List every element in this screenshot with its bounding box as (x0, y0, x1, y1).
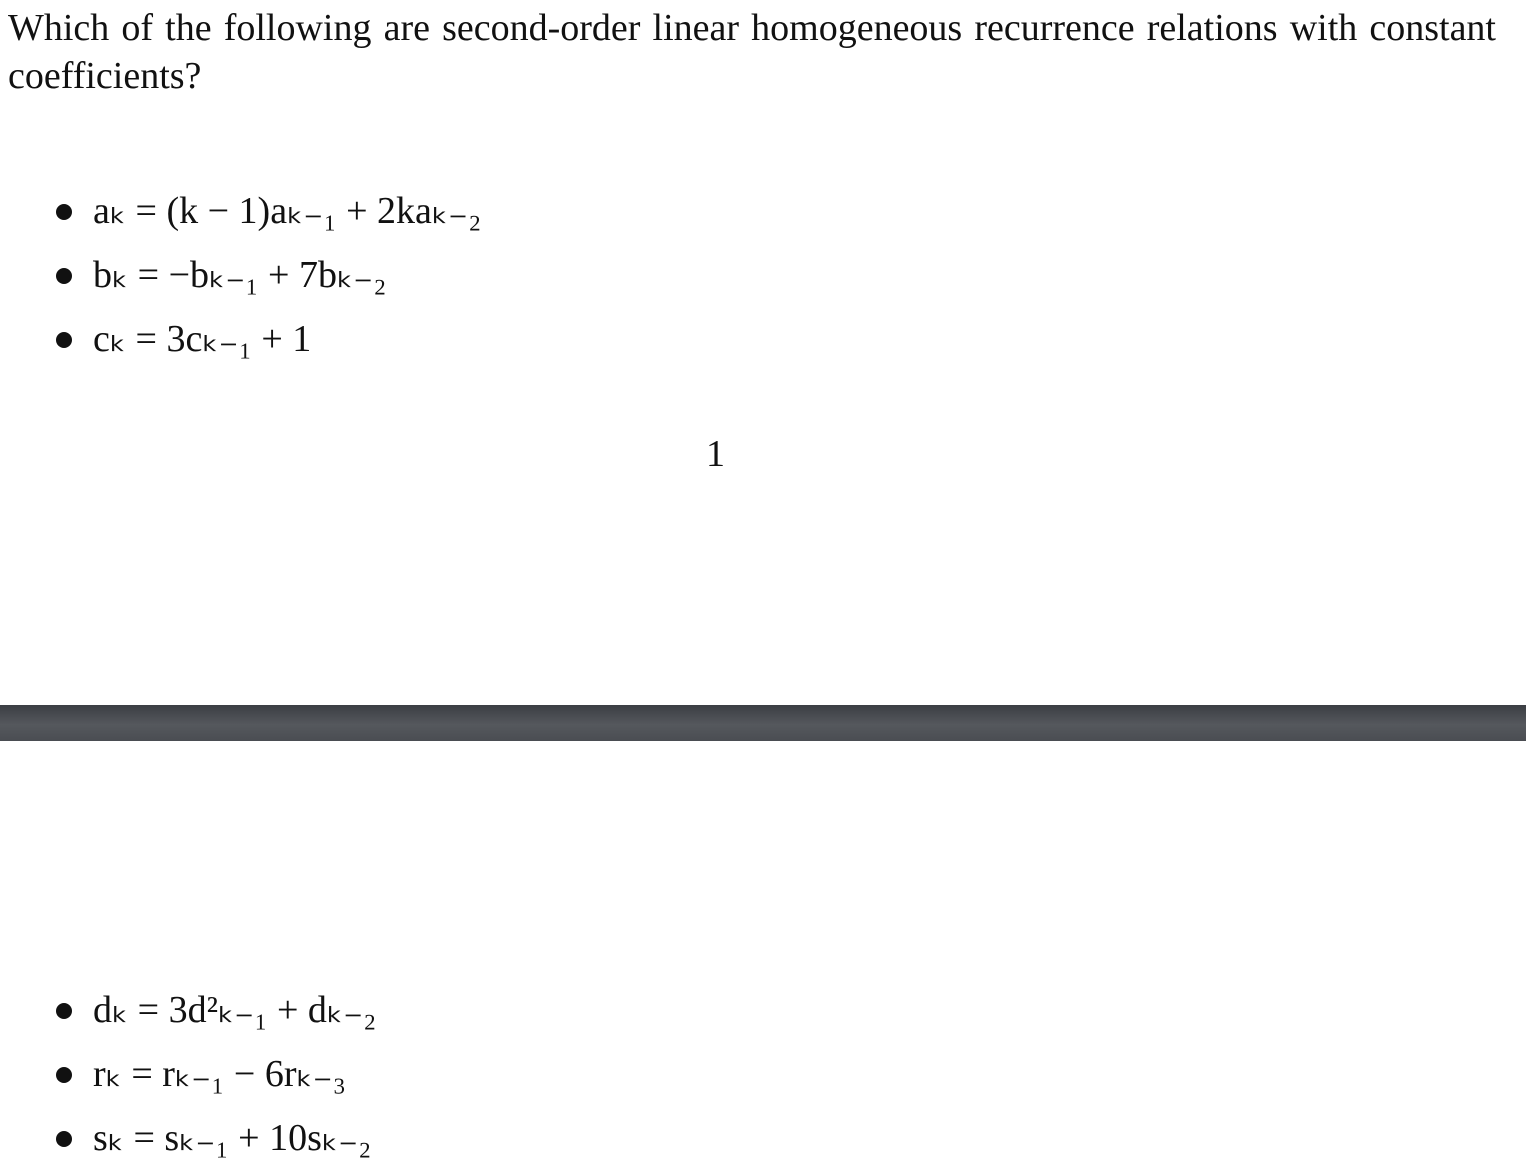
equation-a: aₖ = (k − 1)aₖ₋₁ + 2kaₖ₋₂ (93, 190, 482, 232)
bullet-icon (56, 268, 72, 284)
bullet-icon (56, 204, 72, 220)
equation-c: cₖ = 3cₖ₋₁ + 1 (93, 318, 312, 360)
equation-s: sₖ = sₖ₋₁ + 10sₖ₋₂ (93, 1117, 372, 1159)
bullet-icon (56, 332, 72, 348)
page-number: 1 (706, 433, 725, 475)
equation-d: dₖ = 3d²ₖ₋₁ + dₖ₋₂ (93, 989, 377, 1031)
question-text: Which of the following are second-order linear homogeneous recurrence relations with constant coefficients? (8, 7, 1496, 97)
bullet-icon (56, 1131, 72, 1147)
document-page-2 (0, 741, 1526, 1176)
bullet-icon (56, 1003, 72, 1019)
page-separator (0, 705, 1526, 741)
equation-b: bₖ = −bₖ₋₁ + 7bₖ₋₂ (93, 254, 387, 296)
equation-r: rₖ = rₖ₋₁ − 6rₖ₋₃ (93, 1053, 346, 1095)
bullet-icon (56, 1067, 72, 1083)
